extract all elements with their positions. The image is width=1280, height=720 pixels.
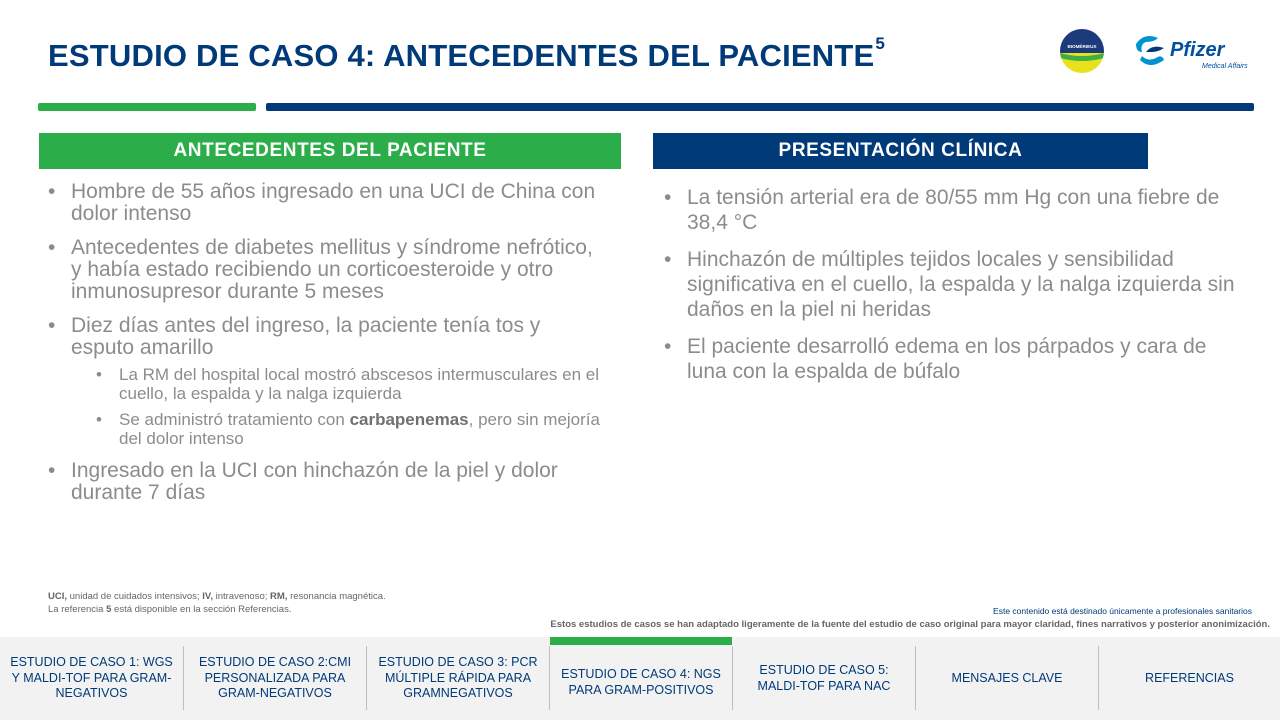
patient-background-header: ANTECEDENTES DEL PACIENTE — [39, 133, 621, 169]
list-item: • Hombre de 55 años ingresado en una UCI de China con dolor intenso — [48, 180, 596, 225]
reference-superscript: 5 — [875, 34, 886, 53]
pfizer-logo-subtext: Medical Affairs — [1202, 63, 1248, 70]
bullet-icon: • — [48, 236, 56, 259]
sub-list-item: • Se administró tratamiento con carbapenemas, pero sin mejoría del dolor intenso — [96, 410, 600, 448]
nav-case-3[interactable]: ESTUDIO DE CASO 3: PCR MÚLTIPLE RÁPIDA PARA GRAMNEGATIVOS — [378, 655, 538, 701]
slide-title — [48, 34, 886, 74]
bullet-icon: • — [48, 180, 56, 203]
header-rule-green — [38, 103, 256, 111]
bullet-icon: • — [48, 314, 56, 337]
biomerieux-logo-text: BIOMÉRIEUX — [1067, 44, 1097, 49]
adaptation-note: Estos estudios de casos se han adaptado ligeramente de la fuente del estudio de caso original para mayor claridad, fines narrativos y posterior anonimización. — [550, 619, 1270, 630]
nav-key-messages[interactable]: MENSAJES CLAVE — [951, 670, 1063, 685]
nav-references[interactable]: REFERENCIAS — [1145, 670, 1234, 685]
header-rule-blue — [266, 103, 1254, 111]
sub-bullet-icon: • — [96, 410, 102, 429]
bullet-icon: • — [664, 335, 672, 358]
sub-bullet-icon: • — [96, 365, 102, 384]
slide-title-text: ESTUDIO DE CASO 4: ANTECEDENTES DEL PACIENTE — [48, 38, 875, 73]
bullet-icon: • — [664, 186, 672, 209]
bullet-icon: • — [48, 459, 56, 482]
nav-case-4-active[interactable]: ESTUDIO DE CASO 4: NGS PARA GRAM-POSITIVOS — [550, 637, 732, 720]
drug-name: carbapenemas — [349, 410, 469, 429]
nav-case-1[interactable]: ESTUDIO DE CASO 1: WGS Y MALDI-TOF PARA GRAM-NEGATIVOS — [10, 655, 173, 701]
list-item: • La tensión arterial era de 80/55 mm Hg con una fiebre de 38,4 °C — [664, 186, 1220, 234]
list-item: • Diez días antes del ingreso, la paciente tenía tos y esputo amarillo • La RM del hospital local mostró abscesos intermusculares en el cuello, la espalda y la nalga izquierda • Se administró tratamiento con carbapenemas, pero sin mejoría del dolor intenso — [48, 315, 608, 448]
patient-background-list — [48, 181, 608, 516]
list-item: • Antecedentes de diabetes mellitus y síndrome nefrótico, y había estado recibiendo un corticoesteroide y otro inmunosupresor durante 5 meses — [48, 236, 593, 303]
hcp-disclaimer: Este contenido está destinado únicamente a profesionales sanitarios — [993, 606, 1252, 616]
list-item: • Hinchazón de múltiples tejidos locales y sensibilidad significativa en el cuello, la espalda y la nalga izquierda sin daños en la piel ni heridas — [664, 248, 1235, 321]
reference-note: La referencia 5 está disponible en la sección Referencias. — [48, 604, 292, 615]
pfizer-logo-text: Pfizer — [1170, 39, 1225, 61]
clinical-presentation-header: PRESENTACIÓN CLÍNICA — [653, 133, 1148, 169]
list-item: • Ingresado en la UCI con hinchazón de la piel y dolor durante 7 días — [48, 459, 558, 504]
abbreviations-note: UCI, unidad de cuidados intensivos; IV, intravenoso; RM, resonancia magnética. — [48, 591, 386, 602]
nav-case-2[interactable]: ESTUDIO DE CASO 2:CMI PERSONALIZADA PARA GRAM-NEGATIVOS — [198, 655, 352, 701]
case-navigation-bar — [0, 637, 1280, 720]
pfizer-logo — [1132, 30, 1256, 74]
bullet-icon: • — [664, 248, 672, 271]
footnotes — [48, 590, 386, 616]
nav-case-5[interactable]: ESTUDIO DE CASO 5: MALDI-TOF PARA NAC — [757, 663, 891, 693]
sub-list-item: • La RM del hospital local mostró abscesos intermusculares en el cuello, la espalda y la nalga izquierda — [96, 365, 600, 403]
clinical-presentation-list — [664, 185, 1239, 396]
biomerieux-logo — [1060, 29, 1104, 73]
list-item: • El paciente desarrolló edema en los párpados y cara de luna con la espalda de búfalo — [664, 335, 1207, 383]
sub-list — [96, 365, 608, 448]
